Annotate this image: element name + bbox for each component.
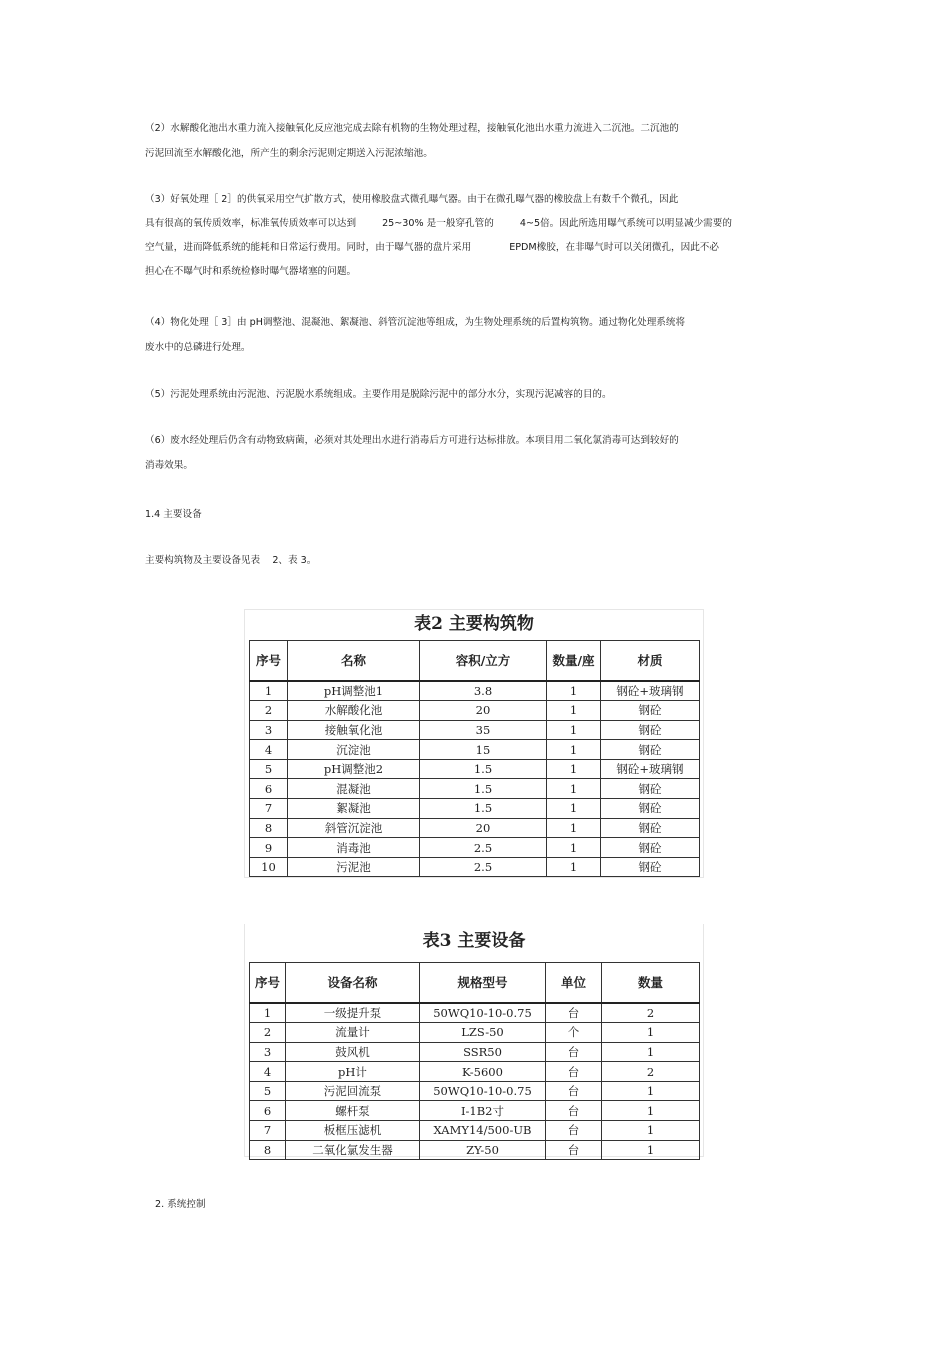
table3-title: 表3 主要设备 [422,931,526,951]
table-cell: 4 [250,1062,286,1082]
table-cell: 1 [250,681,288,701]
table-cell: 7 [250,799,288,819]
table-cell: 台 [546,1140,602,1160]
table-cell: 20 [420,818,547,838]
table-cell: 1 [547,799,601,819]
table-cell: 1 [602,1140,700,1160]
table-cell: pH调整池1 [288,681,420,701]
table-cell: 钢砼 [601,720,700,740]
text-run: 25~30% 是一般穿孔管的 [382,218,494,229]
table-cell: 钢砼 [601,838,700,858]
table-cell: I-1B2寸 [420,1101,546,1121]
table-cell: 1 [602,1121,700,1141]
text-run: EPDM橡胶，在非曝气时可以关闭微孔，因此不必 [509,242,719,253]
paragraph-line: （5）污泥处理系统由污泥池、污泥脱水系统组成。主要作用是脱除污泥中的部分水分，实现污泥减容的目的。 [145,389,612,400]
header-cell: 规格型号 [420,963,546,1003]
table-cell: 钢砼+玻璃钢 [601,759,700,779]
paragraph-line: （4）物化处理［ 3］由 pH调整池、混凝池、絮凝池、斜管沉淀池等组成，为生物处理系统的后置构筑物。通过物化处理系统将 [145,317,686,328]
table-row [250,1140,700,1160]
table-row [250,857,700,877]
table-cell: 个 [546,1023,602,1043]
table-cell: 1 [602,1101,700,1121]
table-row [250,1003,700,1023]
table-cell: 钢砼+玻璃钢 [601,681,700,701]
table-cell: 8 [250,818,288,838]
table-cell: 钢砼 [601,701,700,721]
table-cell: pH调整池2 [288,759,420,779]
table-row [250,1023,700,1043]
table-cell: 钢砼 [601,799,700,819]
table-cell: 50WQ10-10-0.75 [420,1081,546,1101]
table-cell: 钢砼 [601,740,700,760]
paragraph-2 [145,121,825,161]
table-cell: 台 [546,1042,602,1062]
table2-title: 表2 主要构筑物 [414,614,534,634]
table-cell: 8 [250,1140,286,1160]
table-cell: 台 [546,1121,602,1141]
table-cell: 2 [602,1003,700,1023]
table-cell: 3.8 [420,681,547,701]
header-cell: 序号 [250,641,288,681]
table-row [250,1042,700,1062]
table-cell: 1 [602,1023,700,1043]
table-cell: 1 [547,701,601,721]
table-cell: 1.5 [420,779,547,799]
table-cell: 1 [602,1081,700,1101]
table-row [250,720,700,740]
table-cell: 污泥回流泵 [286,1081,420,1101]
table-cell: 螺杆泵 [286,1101,420,1121]
table-cell: 5 [250,759,288,779]
table-cell: 3 [250,1042,286,1062]
table-row [250,740,700,760]
table-cell: 台 [546,1003,602,1023]
table-cell: 斜管沉淀池 [288,818,420,838]
table-row [250,1081,700,1101]
table-row [250,701,700,721]
table-cell: 台 [546,1062,602,1082]
table-cell: 4 [250,740,288,760]
tables-intro: 主要构筑物及主要设备见表 2、表 3。 [145,555,317,566]
table-cell: 台 [546,1101,602,1121]
table-header-row [250,963,700,1003]
table-row [250,759,700,779]
table3 [249,962,700,1160]
table-cell: 20 [420,701,547,721]
table-row [250,818,700,838]
paragraph-5 [145,387,825,402]
table-cell: 3 [250,720,288,740]
table-cell: 一级提升泵 [286,1003,420,1023]
table-cell: 流量计 [286,1023,420,1043]
table-cell: pH计 [286,1062,420,1082]
table-row [250,1062,700,1082]
table-cell: XAMY14/500-UB [420,1121,546,1141]
table-cell: 消毒池 [288,838,420,858]
table-cell: 15 [420,740,547,760]
table-cell: 絮凝池 [288,799,420,819]
table-cell: 2.5 [420,838,547,858]
table-cell: 混凝池 [288,779,420,799]
paragraph-line: 废水中的总磷进行处理。 [145,342,251,353]
table-cell: 35 [420,720,547,740]
table-cell: 1 [547,857,601,877]
table-cell: 2 [250,1023,286,1043]
table-cell: 板框压滤机 [286,1121,420,1141]
table-cell: LZS-50 [420,1023,546,1043]
table-row [250,799,700,819]
table-cell: 7 [250,1121,286,1141]
text-run: 空气量，进而降低系统的能耗和日常运行费用。同时，由于曝气器的盘片采用 [145,242,472,253]
paragraph-line: （3）好氧处理［ 2］的供氧采用空气扩散方式，使用橡胶盘式微孔曝气器。由于在微孔曝气器的橡胶盘上有数千个微孔，因此 [145,194,679,205]
table-cell: 1 [602,1042,700,1062]
paragraph-line: 消毒效果。 [145,460,193,471]
table-cell: 接触氧化池 [288,720,420,740]
table-cell: 1 [547,818,601,838]
header-cell: 单位 [546,963,602,1003]
table-cell: 2 [602,1062,700,1082]
section-heading-1-4: 1.4 主要设备 [145,509,202,520]
header-cell: 数量/座 [547,641,601,681]
table-row [250,779,700,799]
table-cell: 二氧化氯发生器 [286,1140,420,1160]
text-run: 4~5倍。因此所选用曝气系统可以明显减少需要的 [519,218,732,229]
table-cell: 钢砼 [601,818,700,838]
paragraph-4 [145,315,825,355]
table-row [250,681,700,701]
table-cell: K-5600 [420,1062,546,1082]
table-cell: 2 [250,701,288,721]
table-cell: 台 [546,1081,602,1101]
table-cell: 钢砼 [601,857,700,877]
table-cell: 水解酸化池 [288,701,420,721]
header-cell: 序号 [250,963,286,1003]
table-cell: 5 [250,1081,286,1101]
header-cell: 数量 [602,963,700,1003]
text-run: 具有很高的氧传质效率，标准氧传质效率可以达到 [145,218,357,229]
table2 [249,640,700,877]
header-cell: 设备名称 [286,963,420,1003]
paragraph-line: 担心在不曝气时和系统检修时曝气器堵塞的问题。 [145,266,357,277]
table-cell: 沉淀池 [288,740,420,760]
paragraph-3 [145,192,835,279]
table-row [250,838,700,858]
header-cell: 材质 [601,641,700,681]
paragraph-line: 污泥回流至水解酸化池，所产生的剩余污泥则定期送入污泥浓缩池。 [145,148,433,159]
header-cell: 容积/立方 [420,641,547,681]
table-cell: 50WQ10-10-0.75 [420,1003,546,1023]
table-row [250,1101,700,1121]
table-cell: 1 [547,681,601,701]
table-cell: ZY-50 [420,1140,546,1160]
table-header-row [250,641,700,681]
table-cell: 鼓风机 [286,1042,420,1062]
table-cell: 1 [547,740,601,760]
table-cell: 钢砼 [601,779,700,799]
header-cell: 名称 [288,641,420,681]
table-cell: 1.5 [420,759,547,779]
table-cell: 6 [250,1101,286,1121]
table-cell: 1 [250,1003,286,1023]
paragraph-line: （2）水解酸化池出水重力流入接触氧化反应池完成去除有机物的生物处理过程，接触氧化池出水重力流进入二沉池。二沉池的 [145,123,679,134]
table-cell: 1 [547,759,601,779]
paragraph-6 [145,433,825,473]
table-cell: 1.5 [420,799,547,819]
table-cell: 污泥池 [288,857,420,877]
table-cell: 10 [250,857,288,877]
table-cell: 1 [547,838,601,858]
table3-figure [244,924,704,1157]
table-cell: 6 [250,779,288,799]
table-cell: 1 [547,779,601,799]
table-cell: SSR50 [420,1042,546,1062]
paragraph-line [145,216,835,231]
section-heading-2: 2. 系统控制 [155,1199,206,1210]
table2-figure [244,609,704,878]
table-cell: 1 [547,720,601,740]
paragraph-line: （6）废水经处理后仍含有动物致病菌，必须对其处理出水进行消毒后方可进行达标排放。本项目用二氧化氯消毒可达到较好的 [145,435,679,446]
table-cell: 9 [250,838,288,858]
paragraph-line [145,240,835,255]
table-cell: 2.5 [420,857,547,877]
table-row [250,1121,700,1141]
